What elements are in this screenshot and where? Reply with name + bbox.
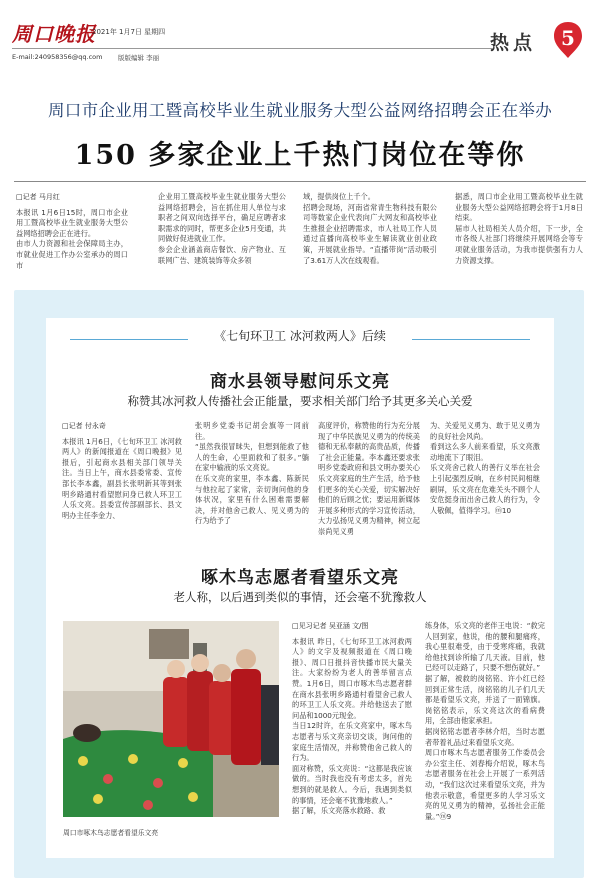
- story-a-text-2: 张明乡党委书记胡会旗等一同前往。 “虽然我很冒昧失，但想到能救了他人的生命，心里面救和了很多。”躺在家中输液的乐文亮说。 在乐文亮的家里，李本鑫、陈新民与他拉起了家常，亲切询问他的身体状况，家里有什么困难需要解决，并对他舍己救人、见义勇为的行为给予了: [195, 421, 309, 526]
- story-b-column-1: [292, 621, 412, 817]
- story-a-text-1: 本报讯 1月6日，《七旬环卫工 冰河救两人》的新闻报道在《周口晚报》见报后，引起商水县相关部门领导关注。当日上午，商水县委常委、宣传部长李本鑫，副县长张明新其等到张明乡路通村看望慰问身已救人环卫工人乐文亮。县委宣传部副部长、县文明办主任李金力、: [62, 436, 182, 520]
- page-header: [0, 0, 600, 62]
- issue-date: 2021年 1月7日 星期四: [92, 28, 166, 36]
- news-photo: [63, 621, 279, 817]
- story-b-subheadline: 老人称，以后遇到类似的事情，还会毫不犹豫救人: [173, 590, 427, 604]
- story-a-column-1: [62, 421, 182, 521]
- series-title: 《七旬环卫工 冰河救两人》后续: [214, 329, 386, 343]
- section-title: 热点: [490, 32, 537, 54]
- contact-email: E-mail:240958356@qq.com: [12, 53, 103, 61]
- story-a-headline: 商水县领导慰问乐文亮: [210, 372, 390, 392]
- editor-credit: 版版编辑 李丽: [118, 54, 160, 62]
- photo-caption: 周口市啄木鸟志愿者看望乐文亮: [63, 829, 159, 837]
- story-a-subheadline: 称赞其冰河救人传播社会正能量，要求相关部门给予其更多关心关爱: [127, 394, 473, 408]
- story-b-byline: □见习记者 吴亚涵 文/图: [292, 622, 369, 630]
- lead-byline: □记者 马月红: [16, 193, 60, 201]
- lead-divider: [14, 181, 586, 182]
- lead-text-1: 本报讯 1月6日15时，周口市企业用工暨高校毕业生就业服务大型公益网络招聘会正在进行。 由市人力资源和社会保障局主办，市就业促进工作办公室承办的周口市: [16, 207, 128, 270]
- story-b-text-2: 练身体，乐文亮的老伴王电说：“救完人回到家，他说，他的腰和腿痛疼，我心里很难受，由于受寒疼痛，我就给他找到诊所输了几天液。目前，他已经可以走路了，只要不想伤就好。” 据了解，被救的岗铭铭、许小红已经回到正常生活，岗铭铭的儿子们几天都是看望乐文亮，并送了一面锦旗。岗铭铭表示，乐文亮这次的看病费用，全部由他家承担。 据岗铭铭志愿者李林介绍，当时志愿者带着礼品过来看望乐文亮。 周口市啄木鸟志愿者服务工作委员会办公室主任、刘春梅介绍说，啄木鸟志愿者服务在社会上开展了一系列活动，“我们这次过来看望乐文亮，并为他表示敬意，希望更多的人学习乐文亮的见义勇为的精神，弘扬社会正能量。”ⓜ9: [425, 621, 545, 821]
- story-a-text-4: 为、关爱见义勇为、敢于见义勇为的良好社会风尚。 看到这么多人前来看望，乐文亮激动地流下了眼泪。 乐文亮舍己救人的善行义举在社会上引起强烈反响，在乡村民间相继刷屏，乐文亮在危难关头不顾个人安危挺身而出舍己救人的行为，令人敬佩，值得学习。ⓜ10: [430, 421, 540, 515]
- newspaper-logo: 周口晚报: [12, 22, 96, 46]
- header-divider: [12, 48, 492, 49]
- photo-scene: [63, 621, 279, 817]
- page-number: 5: [561, 26, 575, 50]
- lead-kicker: 周口市企业用工暨高校毕业生就业服务大型公益网络招聘会正在举办: [48, 101, 552, 120]
- story-b-text-1: 本报讯 昨日，《七旬环卫工冰河救两人》的文字及视频报道在《周口晚报》、周口日报抖音快播市民大量关注。大家纷纷为老人的善举留言点赞。1月6日，周口市啄木鸟志愿者群在商水县张明乡路通村看望舍己救人的环卫工人乐文亮。并给他送去了慰问品和1000元现金。 当日12时许，在乐文亮家中，啄木鸟志愿者与乐文亮亲切交谈，询问他的家庭生活情况，并称赞他舍己救人的行为。 面对称赞，乐文亮说：“这都是我应该做的。当时我也没有考虑太多，首先想到的就是救人。今后，我遇到类似的事情，还会毫不犹豫地救人。” 据了解，乐文亮落水救路、救: [292, 636, 412, 816]
- story-a-text-3: 高度评价，称赞他的行为充分展现了中华民族见义勇为的传统美德和无私奉献的高贵品质，传播了社会正能量。李本鑫还要求张明乡党委政府和县文明办要关心乐文亮家庭的生产生活，给予他们更多的关心关爱，切实解决好他们的后顾之忧；要运用新媒体开展多种形式的学习宣传活动，大力弘扬见义勇为精神，树立起崇尚见义勇: [318, 421, 420, 536]
- lead-text-4: 据悉，周口市企业用工暨高校毕业生就业服务大型公益网络招聘会将于1月8日结束。 届市人社局相关人员介绍，下一步，全市各级人社部门将继续开展网络会等专项就业服务活动，为我市提供强有力人力资源支撑。: [455, 192, 583, 265]
- story-a-byline: □记者 付永奇: [62, 422, 106, 430]
- lead-column-1: [16, 192, 128, 271]
- story-b-headline: 啄木鸟志愿者看望乐文亮: [201, 568, 399, 588]
- lead-text-2: 企业用工暨高校毕业生就业服务大型公益网络招聘会，旨在抓住用人单位与求职者之间双向选择平台，确足应聘者求职需求的同时，帮更多企业5月变通，共同做好促进就业工作。 参会企业涵盖商店餐饮、房产物业、互联网广告、建筑装饰等众多领: [158, 192, 286, 265]
- lead-headline: 150 多家企业上千热门岗位在等你: [74, 140, 526, 171]
- lead-text-3: 域，提供岗位上千个。 招聘会现场，河南省常青生物科技有限公司等数家企业代表向广大网友和高校毕业生推报企业招聘需求，市人社局工作人员通过直播向高校毕业生解读就业创业政策，开展就业指导。“直播带岗”活动吸引了3.61万人次在线观看。: [303, 192, 437, 265]
